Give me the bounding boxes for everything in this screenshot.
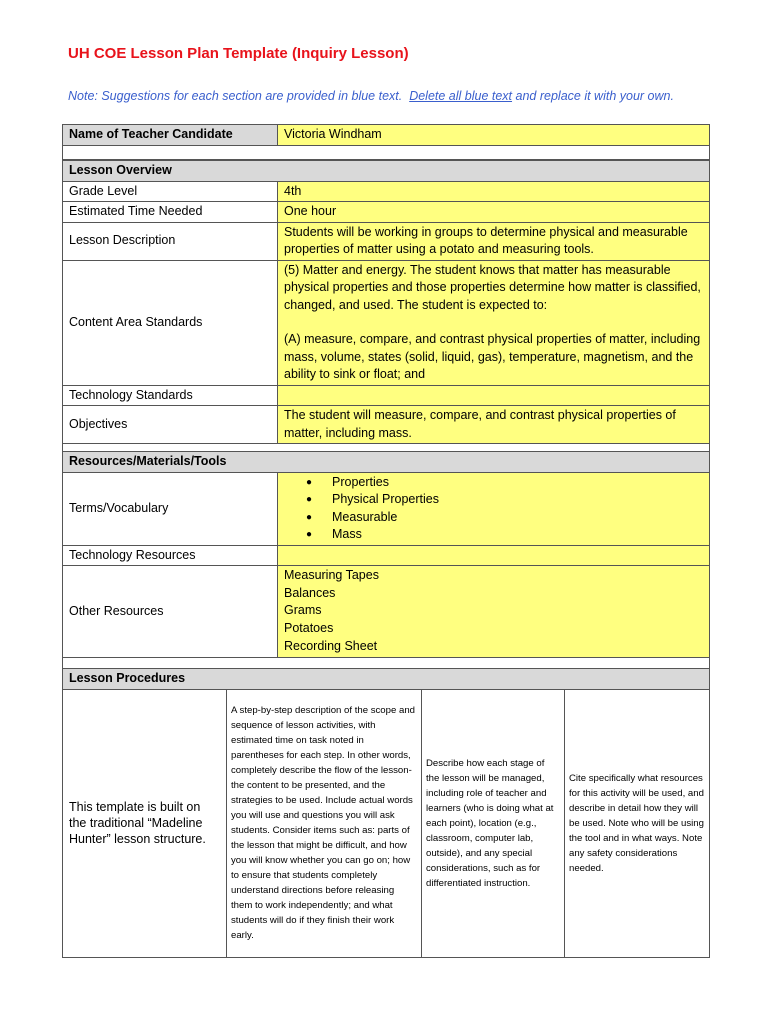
grade-value: 4th xyxy=(278,181,710,202)
description-value: Students will be working in groups to determine physical and measurable properties of matter using a potato and measuring tools. xyxy=(278,222,710,260)
tech-resources-value xyxy=(278,545,710,566)
list-item: ● Measurable xyxy=(332,509,703,527)
procedures-sequence: A step-by-step description of the scope and sequence of lesson activities, with estimated time on task noted in parentheses for each step. In other words, completely describe the flow of the lesson-the content to be presented, and the strategies to be used. Include actual words you will use and questions you will ask students. Consider items such as: parts of the lesson that might be difficult, and how you will know whether you can go on; how to ensure that students completely understand directions before releasing them to work independently; and what students will do if they finish their work early. xyxy=(227,689,422,957)
procedures-header: Lesson Procedures xyxy=(63,669,710,690)
tech-resources-label: Technology Resources xyxy=(63,545,278,566)
terms-value xyxy=(278,472,710,545)
objectives-label: Objectives xyxy=(63,406,278,444)
note-link: Delete all blue text xyxy=(409,89,513,103)
terms-list xyxy=(284,474,703,544)
page-title: UH COE Lesson Plan Template (Inquiry Lesson) xyxy=(68,45,409,62)
resources-table xyxy=(62,451,710,672)
other-resources-label: Other Resources xyxy=(63,566,278,658)
grade-label: Grade Level xyxy=(63,181,278,202)
other-resources-value xyxy=(278,566,710,658)
procedures-intro: This template is built on the traditional “Madeline Hunter” lesson structure. xyxy=(63,689,227,957)
list-item: ● Properties xyxy=(332,474,703,492)
standards-text-1: (5) Matter and energy. The student knows that matter has measurable physical properties and those properties determine how matter is classified, changed, and used. The student is expected to: xyxy=(284,262,701,312)
teacher-value: Victoria Windham xyxy=(278,125,710,146)
standards-text-2: (A) measure, compare, and contrast physical properties of matter, including mass, volume, states (solid, liquid, gas), temperature, magnetism, and the ability to sink or float; and xyxy=(284,332,701,381)
tech-standards-value xyxy=(278,385,710,406)
note-text-end: and replace it with your own. xyxy=(515,89,674,103)
procedures-management: Describe how each stage of the lesson will be managed, including role of teacher and learners (who is doing what at each point), location (e.g., classroom, computer lab, outside), and any special considerations, such as for differentiated instruction. xyxy=(422,689,565,957)
list-item: Grams xyxy=(284,603,322,618)
overview-table xyxy=(62,160,710,458)
time-value: One hour xyxy=(278,202,710,223)
time-label: Estimated Time Needed xyxy=(63,202,278,223)
resources-header: Resources/Materials/Tools xyxy=(63,452,710,473)
teacher-label: Name of Teacher Candidate xyxy=(63,125,278,146)
procedures-resources: Cite specifically what resources for this activity will be used, and describe in detail how they will be used. Note who will be using the tool and in what ways. Note any safety considerations needed. xyxy=(565,689,710,957)
list-item: ● Mass xyxy=(332,526,703,544)
list-item: Balances xyxy=(284,585,336,600)
description-label: Lesson Description xyxy=(63,222,278,260)
procedures-table xyxy=(62,668,710,958)
spacer xyxy=(63,145,710,159)
teacher-table xyxy=(62,124,710,160)
note-text: Note: Suggestions for each section are provided in blue text. xyxy=(68,89,403,103)
list-item: Recording Sheet xyxy=(284,638,378,653)
overview-header: Lesson Overview xyxy=(63,161,710,182)
list-item: Potatoes xyxy=(284,621,334,636)
list-item: Measuring Tapes xyxy=(284,568,379,582)
tech-standards-label: Technology Standards xyxy=(63,385,278,406)
list-item: ● Physical Properties xyxy=(332,491,703,509)
standards-label: Content Area Standards xyxy=(63,260,278,385)
terms-label: Terms/Vocabulary xyxy=(63,472,278,545)
instruction-note xyxy=(68,89,674,103)
standards-value xyxy=(278,260,710,385)
objectives-value: The student will measure, compare, and contrast physical properties of matter, including mass. xyxy=(278,406,710,444)
